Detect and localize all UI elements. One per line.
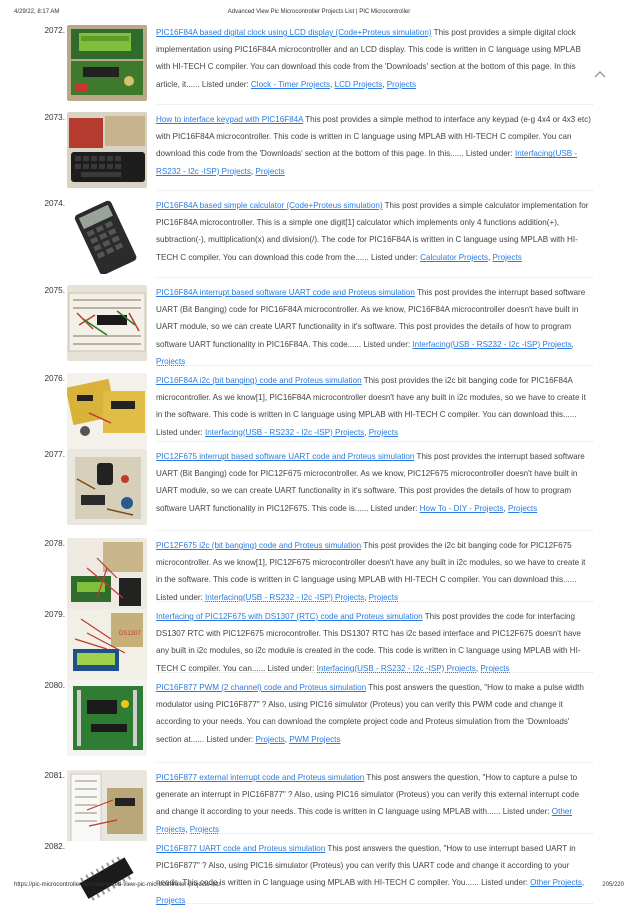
- entry-number: 2076.: [44, 374, 65, 383]
- project-entry: [0, 24, 638, 111]
- project-title-link[interactable]: PIC16F877 external interrupt code and Proteus simulation: [156, 773, 365, 782]
- project-entry: [0, 372, 638, 448]
- entry-divider: [156, 903, 593, 904]
- entry-divider: [156, 104, 593, 105]
- entry-divider: [156, 441, 593, 442]
- entry-summary-text: This post provides the code for interfacing DS1307 RTC with PIC12F675 microcontroller. This DS1307 RTC has i2c based interface and PIC12F675 doesn't have any built in i2c modules, so i2c module is created in the code. This code is written in C language using MPLAB with HI-TECH C compiler. You can...... Listed under:: [156, 612, 581, 673]
- entry-divider: [156, 190, 593, 191]
- project-title-link[interactable]: Interfacing of PIC12F675 with DS1307 (RTC) code and Proteus simulation: [156, 612, 423, 621]
- entry-divider: [156, 601, 593, 602]
- project-entry: [0, 769, 638, 840]
- entry-description: PIC16F84A i2c (bit banging) code and Proteus simulation This post provides the i2c bit banging code for PIC16F84A microcontroller. As we know[1], PIC16F84A microcontroller doesn't have any built in i2c modules, so we have to create it in the software. This code is written in C language using MPLAB with HI-TECH C compiler. You can download this...... Listed under: Interfacing(USB - RS232 - I2c -ISP) Projects, Projects: [156, 376, 586, 437]
- project-entry: [0, 448, 638, 537]
- category-link[interactable]: Interfacing(USB - RS232 - I2c -ISP) Projects: [156, 149, 578, 176]
- project-title-link[interactable]: PIC16F877 PWM (2 channel) code and Proteus simulation: [156, 683, 367, 692]
- project-title-link[interactable]: PIC12F675 i2c (bit banging) code and Proteus simulation: [156, 541, 362, 550]
- project-title-link[interactable]: How to interface keypad with PIC16F84A: [156, 115, 304, 124]
- category-link[interactable]: Projects: [368, 592, 399, 602]
- entry-divider: [156, 762, 593, 763]
- entry-description: PIC12F675 interrupt based software UART code and Proteus simulation This post provides the interrupt based software UART (Bit Banging) code for PIC12F675 microcontroller. As we know, PIC12F675 microcontroller doesn't have built in UART module, so we can create UART functionality in it's software. This post provides the details of how to program software UART functionality in PIC12F675. This code is...... Listed under: How To - DIY - Projects, Projects: [156, 452, 585, 513]
- project-entry: [0, 111, 638, 197]
- project-entry: [0, 537, 638, 608]
- entry-number: 2080.: [44, 681, 65, 690]
- print-footer: [0, 882, 638, 892]
- entry-divider: [156, 833, 593, 834]
- project-thumbnail[interactable]: [67, 609, 147, 685]
- project-title-link[interactable]: PIC16F877 UART code and Proteus simulation: [156, 844, 326, 853]
- entry-summary-text: This post provides a simple digital clock implementation using PIC16F84A microcontroller and an LCD display. This code is written in C language using MPLAB with HI-TECH C compiler. You can download this code from the 'Downloads' section at the bottom of this page. In this article, it...... Listed under:: [156, 28, 581, 89]
- project-title-link[interactable]: PIC16F84A i2c (bit banging) code and Proteus simulation: [156, 376, 362, 385]
- project-title-link[interactable]: PIC12F675 interrupt based software UART code and Proteus simulation: [156, 452, 415, 461]
- entry-summary-text: This post answers the question, "How to capture a pulse to generate an interrupt in PIC16F877" ? Also, using PIC16 simulator (Proteus) you can verify this external interrupt code and change it according to your needs. This code is written in C language using MPLAB with...... Listed under:: [156, 773, 580, 817]
- project-thumbnail[interactable]: [67, 25, 147, 101]
- entry-divider: [156, 365, 593, 366]
- entry-summary-text: This post answers the question, "How to use interrupt based UART in PIC16F877" ? Also, using PIC16 simulator (Proteus) you can verify this UART code and change it according to your needs. This code is written in C language using MPLAB with HI-TECH C compiler. You...... Listed under:: [156, 844, 576, 888]
- category-link[interactable]: Interfacing(USB - RS232 - I2c -ISP) Projects: [412, 339, 572, 349]
- category-link[interactable]: Projects: [189, 824, 219, 834]
- entry-divider: [156, 530, 593, 531]
- project-entry: [0, 284, 638, 372]
- project-entry: [0, 197, 638, 284]
- project-thumbnail[interactable]: [67, 449, 147, 525]
- project-thumbnail[interactable]: [67, 770, 147, 846]
- entry-summary-text: This post provides a simple method to interface any keypad (e-g 4x4 or 4x3 etc) with PIC16F84A microcontroller. This code is written in C language using MPLAB with HI-TECH C compiler. You can download this code from the 'Downloads' section at the bottom of this page. In this...... Listed under:: [156, 115, 591, 159]
- category-link[interactable]: Projects: [480, 663, 510, 673]
- print-page-title: Advanced View Pic Microcontroller Projects List | PIC Microcontroller: [227, 9, 411, 15]
- project-thumbnail[interactable]: [67, 841, 147, 917]
- entry-summary-text: This post provides the i2c bit banging code for PIC12F675 microcontroller. As we know[1], PIC12F675 microcontroller doesn't have any built in i2c modules, so we have to create it in the software. This code is written in C language using MPLAB with HI-TECH C compiler. You can download this...... Listed under:: [156, 541, 586, 602]
- entry-number: 2075.: [44, 286, 65, 295]
- category-link[interactable]: Projects: [368, 427, 399, 437]
- project-entry: [0, 679, 638, 769]
- entry-divider: [156, 277, 593, 278]
- print-page-number: 205/220: [602, 882, 624, 888]
- print-url: https://pic-microcontroller.com/advanced-view-pic-microcontroller-projects-list/: [14, 882, 221, 888]
- entry-description: PIC16F84A interrupt based software UART code and Proteus simulation This post provides the interrupt based software UART (Bit Banging) code for PIC16F84A microcontroller. As we know, PIC16F84A microcontroller doesn't have built in UART module, so we can create UART functionality in it's software. This post provides the details of how to program software UART functionality in PIC16F84A. This code...... Listed under: Interfacing(USB - RS232 - I2c -ISP) Projects, Projects: [156, 288, 586, 366]
- entry-number: 2072.: [44, 26, 65, 35]
- entry-description: PIC16F84A based simple calculator (Code+Proteus simulation) This post provides a simple calculator implementation for PIC16F84A microcontroller. This is a simple one digit[1] calculator which implements only 4 functions addition(+), subtraction(-), multiplication(x) and division(/). The code for PIC16F84A is written in C language using MPLAB with HI-TECH C compiler. You can download this code from the...... Listed under: Calculator Projects, Projects: [156, 201, 589, 262]
- category-link[interactable]: Interfacing(USB - RS232 - I2c -ISP) Projects: [316, 663, 476, 673]
- project-thumbnail[interactable]: [67, 680, 147, 756]
- entry-number: 2073.: [44, 113, 65, 122]
- entry-summary-text: This post provides the interrupt based software UART (Bit Banging) code for PIC16F84A microcontroller. As we know, PIC16F84A microcontroller doesn't have built in UART module, so we can create UART functionality in it's software. This post provides the details of how to program software UART functionality in PIC16F84A. This code...... Listed under:: [156, 288, 586, 349]
- category-link[interactable]: Projects: [492, 252, 522, 262]
- entry-description: How to interface keypad with PIC16F84A This post provides a simple method to interface any keypad (e-g 4x4 or 4x3 etc) with PIC16F84A microcontroller. This code is written in C language using MPLAB with HI-TECH C compiler. You can download this code from the 'Downloads' section at the bottom of this page. In this...... Listed under: Interfacing(USB - RS232 - I2c -ISP) Projects, Projects: [156, 115, 591, 176]
- svg-text:DS1307: DS1307: [119, 631, 141, 637]
- category-link[interactable]: Other Projects: [530, 878, 582, 888]
- category-link[interactable]: Projects: [156, 895, 186, 905]
- category-link[interactable]: LCD Projects: [334, 79, 383, 89]
- category-link[interactable]: Interfacing(USB - RS232 - I2c -ISP) Projects: [205, 427, 365, 437]
- category-link[interactable]: Projects: [255, 166, 285, 176]
- category-link[interactable]: Interfacing(USB - RS232 - I2c -ISP) Projects: [205, 592, 365, 602]
- chevron-up-icon[interactable]: [594, 70, 606, 78]
- entry-number: 2074.: [44, 199, 65, 208]
- entry-divider: [156, 672, 593, 673]
- entry-number: 2077.: [44, 450, 65, 459]
- entry-description: PIC16F877 PWM (2 channel) code and Proteus simulation This post answers the question, "How to make a pulse width modulator using PIC16F877" ? Also, using PIC16 simulator (Proteus) you can verify this PWM code and change it according to your needs. You can download the complete project code and Proteus simulation from the 'Downloads' section at...... Listed under: Projects, PWM Projects: [156, 683, 584, 744]
- entry-description: Interfacing of PIC12F675 with DS1307 (RTC) code and Proteus simulation This post provides the code for interfacing DS1307 RTC with PIC12F675 microcontroller. This DS1307 RTC has i2c based interface and PIC12F675 doesn't have any built in i2c modules, so i2c module is created in the code. This code is written in C language using MPLAB with HI-TECH C compiler. You can...... Listed under: Interfacing(USB - RS232 - I2c -ISP) Projects, Projects: [156, 612, 581, 673]
- project-title-link[interactable]: PIC16F84A based digital clock using LCD display (Code+Proteus simulation): [156, 28, 432, 37]
- category-link[interactable]: How To - DIY - Projects: [419, 503, 504, 513]
- project-thumbnail[interactable]: [67, 373, 147, 449]
- category-link[interactable]: Other Projects: [156, 807, 573, 834]
- project-title-link[interactable]: PIC16F84A interrupt based software UART code and Proteus simulation: [156, 288, 415, 297]
- entry-number: 2082.: [44, 842, 65, 851]
- project-thumbnail[interactable]: [67, 538, 147, 614]
- print-header: [0, 9, 638, 19]
- category-link[interactable]: Projects: [156, 356, 186, 366]
- print-date: 4/29/22, 8:17 AM: [14, 9, 60, 15]
- project-entry: [0, 840, 638, 910]
- category-link[interactable]: Projects: [386, 79, 417, 89]
- entry-description: PIC12F675 i2c (bit banging) code and Proteus simulation This post provides the i2c bit banging code for PIC12F675 microcontroller. As we know[1], PIC12F675 microcontroller doesn't have any built in i2c modules, so we have to create it in the software. This code is written in C language using MPLAB with HI-TECH C compiler. You can download this...... Listed under: Interfacing(USB - RS232 - I2c -ISP) Projects, Projects: [156, 541, 586, 602]
- entry-number: 2081.: [44, 771, 65, 780]
- entry-summary-text: This post provides the interrupt based software UART (Bit Banging) code for PIC12F675 microcontroller. As we know, PIC12F675 microcontroller doesn't have built in UART module, so we can create UART functionality in it's software. This post provides the details of how to program software UART functionality in PIC12F675. This code is...... Listed under:: [156, 452, 585, 513]
- entry-summary-text: This post answers the question, "How to make a pulse width modulator using PIC16F877" ? Also, using PIC16 simulator (Proteus) you can verify this PWM code and change it according to your needs. You can download the complete project code and Proteus simulation from the 'Downloads' section at...... Listed under:: [156, 683, 584, 744]
- entry-number: 2079.: [44, 610, 65, 619]
- entry-description: PIC16F84A based digital clock using LCD display (Code+Proteus simulation) This post provides a simple digital clock implementation using PIC16F84A microcontroller and an LCD display. This code is written in C language using MPLAB with HI-TECH C compiler. You can download this code from the 'Downloads' section at the bottom of this page. In this article, it...... Listed under: Clock - Timer Projects, LCD Projects, Projects: [156, 28, 581, 89]
- entry-description: PIC16F877 external interrupt code and Proteus simulation This post answers the question, "How to capture a pulse to generate an interrupt in PIC16F877" ? Also, using PIC16 simulator (Proteus) you can verify this external interrupt code and change it according to your needs. This code is written in C language using MPLAB with...... Listed under: Other Projects, Projects: [156, 773, 580, 834]
- project-title-link[interactable]: PIC16F84A based simple calculator (Code+Proteus simulation): [156, 201, 383, 210]
- entry-number: 2078.: [44, 539, 65, 548]
- project-entry: [0, 608, 638, 679]
- entry-summary-text: This post provides the i2c bit banging code for PIC16F84A microcontroller. As we know[1], PIC16F84A microcontroller doesn't have any built in i2c modules, so we have to create it in the software. This code is written in C language using MPLAB with HI-TECH C compiler. You can download this...... Listed under:: [156, 376, 586, 437]
- category-link[interactable]: Clock - Timer Projects: [250, 79, 331, 89]
- project-thumbnail[interactable]: [67, 198, 147, 274]
- category-link[interactable]: PWM Projects: [289, 734, 341, 744]
- project-thumbnail[interactable]: [67, 112, 147, 188]
- project-thumbnail[interactable]: [67, 285, 147, 361]
- category-link[interactable]: Calculator Projects: [420, 252, 489, 262]
- category-link[interactable]: Projects: [255, 734, 285, 744]
- project-list: [0, 24, 638, 910]
- category-link[interactable]: Projects: [507, 503, 538, 513]
- entry-description: PIC16F877 UART code and Proteus simulation This post answers the question, "How to use interrupt based UART in PIC16F877" ? Also, using PIC16 simulator (Proteus) you can verify this UART code and change it according to your needs. This code is written in C language using MPLAB with HI-TECH C compiler. You...... Listed under: Other Projects, Projects: [156, 844, 585, 905]
- entry-summary-text: This post provides a simple calculator implementation for PIC16F84A microcontroller. This is a simple one digit[1] calculator which implements only 4 functions addition(+), subtraction(-), multiplication(x) and division(/). The code for PIC16F84A is written in C language using MPLAB with HI-TECH C compiler. You can download this code from the...... Listed under:: [156, 201, 589, 262]
